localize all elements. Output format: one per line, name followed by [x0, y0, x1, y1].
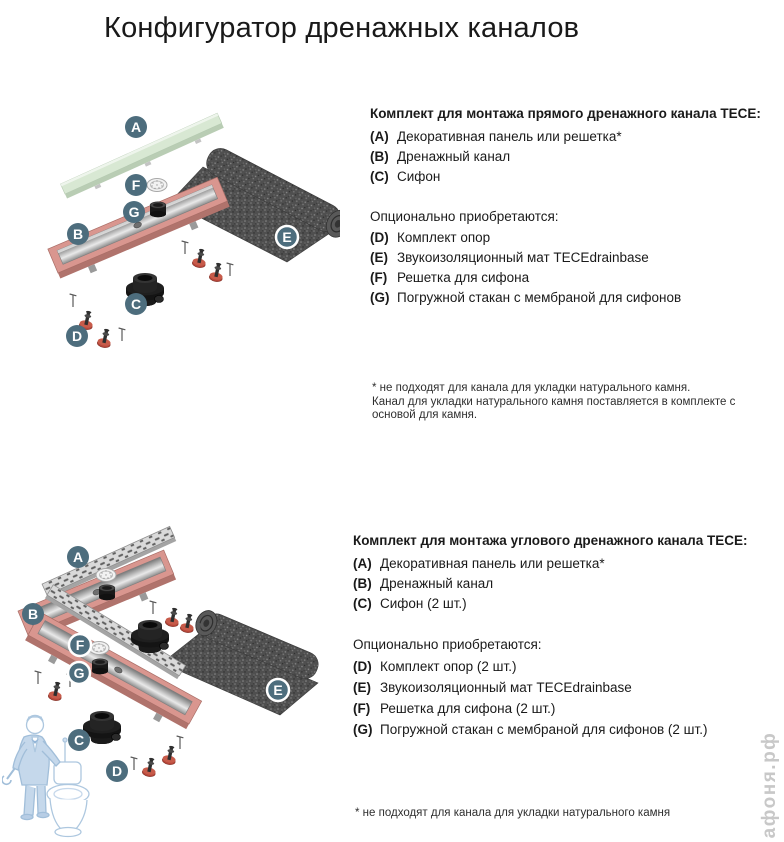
item-label: Сифон (2 шт.) [380, 596, 467, 611]
item-label: Сифон [397, 169, 441, 184]
diagram-label-c [125, 293, 147, 315]
item-label: Декоративная панель или решетка* [397, 129, 622, 144]
item-key: (B) [353, 576, 372, 591]
svg-text:D: D [111, 763, 123, 779]
corner-kit-footnote [355, 807, 735, 821]
item-label: Погружной стакан с мембраной для сифонов (2 шт.) [380, 722, 708, 737]
optional-heading: Опционально приобретаются: [353, 637, 542, 652]
svg-text:G: G [73, 665, 85, 681]
kit-item-row [353, 554, 771, 574]
item-key: (C) [370, 169, 389, 184]
svg-text:C: C [73, 732, 85, 748]
membrane-cup-g [99, 585, 115, 600]
diagram-label-e [276, 226, 298, 248]
kit-item-row [353, 574, 771, 594]
corner-kit-text [353, 533, 771, 740]
svg-text:B: B [27, 606, 39, 622]
membrane-cup-g [92, 659, 108, 674]
kit-item-row [370, 147, 784, 167]
diagram-label-d [66, 325, 88, 347]
svg-text:F: F [131, 177, 141, 193]
item-key: (E) [370, 250, 388, 265]
item-key: (B) [370, 149, 389, 164]
siphon-grate-f [147, 179, 167, 192]
footnote-line: * не подходят для канала для укладки натурального камня [355, 807, 671, 819]
item-label: Комплект опор (2 шт.) [380, 659, 517, 674]
item-key: (E) [353, 680, 371, 695]
footnote-line: * не подходят для канала для укладки натурального камня. [372, 382, 691, 394]
kit-item-row [370, 228, 784, 248]
kit-item-row [353, 698, 771, 719]
kit-item-row [370, 268, 784, 288]
item-label: Дренажный канал [380, 576, 494, 591]
straight-kit-footnote [372, 382, 752, 423]
item-label: Звукоизоляционный мат TECEdrainbase [380, 680, 632, 695]
kit-item-row [370, 167, 784, 187]
footnote-line: Канал для укладки натурального камня поставляется в комплекте с основой для камня. [372, 395, 736, 421]
kit-item-row [353, 656, 771, 677]
svg-text:D: D [71, 328, 83, 344]
brand-watermark: афоня.рф [759, 731, 780, 839]
item-key: (G) [353, 722, 373, 737]
diagram-label-e [267, 679, 289, 701]
svg-text:A: A [130, 119, 142, 135]
diagram-label-g [68, 662, 90, 684]
diagram-label-a [67, 546, 89, 568]
diagram-label-b [67, 223, 89, 245]
kit-item-row [353, 719, 771, 740]
svg-text:G: G [128, 204, 140, 220]
item-key: (D) [370, 230, 389, 245]
diagram-label-c [68, 729, 90, 751]
diagram-label-f [69, 634, 91, 656]
corner-kit-diagram [10, 515, 350, 815]
item-label: Звукоизоляционный мат TECEdrainbase [397, 250, 649, 265]
item-key: (G) [370, 290, 390, 305]
kit-item-row [370, 248, 784, 268]
diagram-label-b [22, 603, 44, 625]
straight-kit-diagram [40, 90, 340, 360]
item-label: Решетка для сифона (2 шт.) [380, 701, 556, 716]
item-key: (C) [353, 596, 372, 611]
item-label: Декоративная панель или решетка* [380, 556, 605, 571]
svg-text:E: E [282, 229, 292, 245]
diagram-label-f [125, 174, 147, 196]
item-key: (F) [353, 701, 371, 716]
siphon-grate-f [96, 569, 116, 582]
svg-text:F: F [75, 637, 85, 653]
diagram-label-a [125, 116, 147, 138]
item-label: Дренажный канал [397, 149, 511, 164]
item-key: (A) [370, 129, 389, 144]
kit-item-row [370, 127, 784, 147]
item-label: Комплект опор [397, 230, 491, 245]
svg-text:B: B [72, 226, 84, 242]
item-key: (A) [353, 556, 372, 571]
kit-heading: Комплект для монтажа прямого дренажного канала TECE: [370, 106, 761, 121]
membrane-cup-g [150, 202, 166, 217]
svg-text:C: C [130, 296, 142, 312]
svg-text:A: A [72, 549, 84, 565]
svg-text:E: E [273, 682, 283, 698]
kit-heading: Комплект для монтажа углового дренажного канала TECE: [353, 533, 748, 548]
item-key: (F) [370, 270, 388, 285]
kit-item-row [353, 594, 771, 614]
optional-heading: Опционально приобретаются: [370, 209, 559, 224]
kit-item-row [353, 677, 771, 698]
diagram-label-d [106, 760, 128, 782]
kit-item-row [370, 288, 784, 308]
diagram-label-g [123, 201, 145, 223]
item-key: (D) [353, 659, 372, 674]
item-label: Погружной стакан с мембраной для сифонов [397, 290, 682, 305]
page-title: Конфигуратор дренажных каналов [104, 12, 580, 44]
item-label: Решетка для сифона [397, 270, 530, 285]
straight-kit-text [370, 106, 784, 308]
